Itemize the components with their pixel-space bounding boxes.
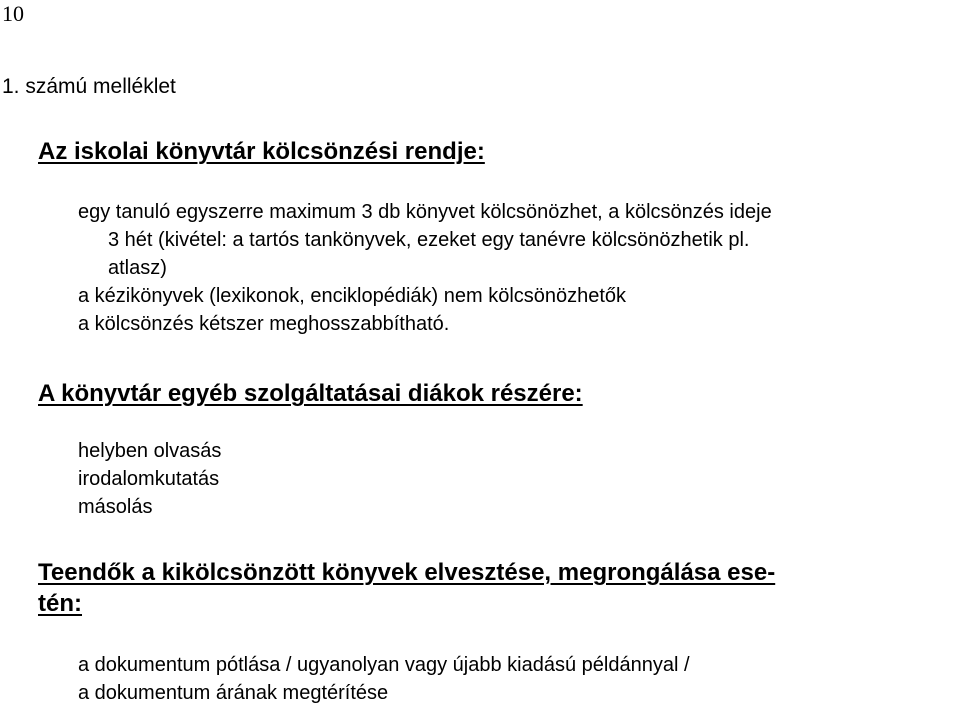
- list-item-line: a dokumentum árának megtérítése: [78, 682, 389, 704]
- list-item: [78, 198, 958, 282]
- services-list: [78, 437, 221, 521]
- list-item-line: helyben olvasás: [78, 440, 222, 462]
- lost-books-list: [78, 651, 690, 707]
- list-item: [78, 310, 958, 338]
- appendix-label: 1. számú melléklet: [2, 75, 176, 98]
- list-item-line: a dokumentum pótlása / ugyanolyan vagy újabb kiadású példánnyal /: [78, 654, 690, 676]
- list-item-line: atlasz): [108, 257, 167, 279]
- list-item-line: 3 hét (kivétel: a tartós tankönyvek, ezeket egy tanévre kölcsönözhetik pl.: [108, 229, 750, 251]
- list-item-line: irodalomkutatás: [78, 468, 220, 490]
- list-item-line: egy tanuló egyszerre maximum 3 db könyvet kölcsönözhet, a kölcsönzés ideje: [78, 201, 772, 223]
- section-heading-lending-rules: Az iskolai könyvtár kölcsönzési rendje:: [38, 138, 485, 165]
- list-item: [78, 282, 958, 310]
- list-item-line: a kölcsönzés kétszer meghosszabbítható.: [78, 313, 450, 335]
- lending-rules-list: [78, 198, 958, 338]
- section-heading-services: A könyvtár egyéb szolgáltatásai diákok részére:: [38, 380, 583, 407]
- list-item: [78, 437, 221, 465]
- list-item: [78, 465, 221, 493]
- page-number: 10: [2, 1, 24, 26]
- section-heading-lost-books: Teendők a kikölcsönzött könyvek elvesztése, megrongálása ese- tén:: [38, 559, 776, 617]
- list-item-line: a kézikönyvek (lexikonok, enciklopédiák) nem kölcsönözhetők: [78, 285, 627, 307]
- list-item: [78, 493, 221, 521]
- list-item: [78, 651, 690, 679]
- list-item-line: másolás: [78, 496, 153, 518]
- list-item: [78, 679, 690, 707]
